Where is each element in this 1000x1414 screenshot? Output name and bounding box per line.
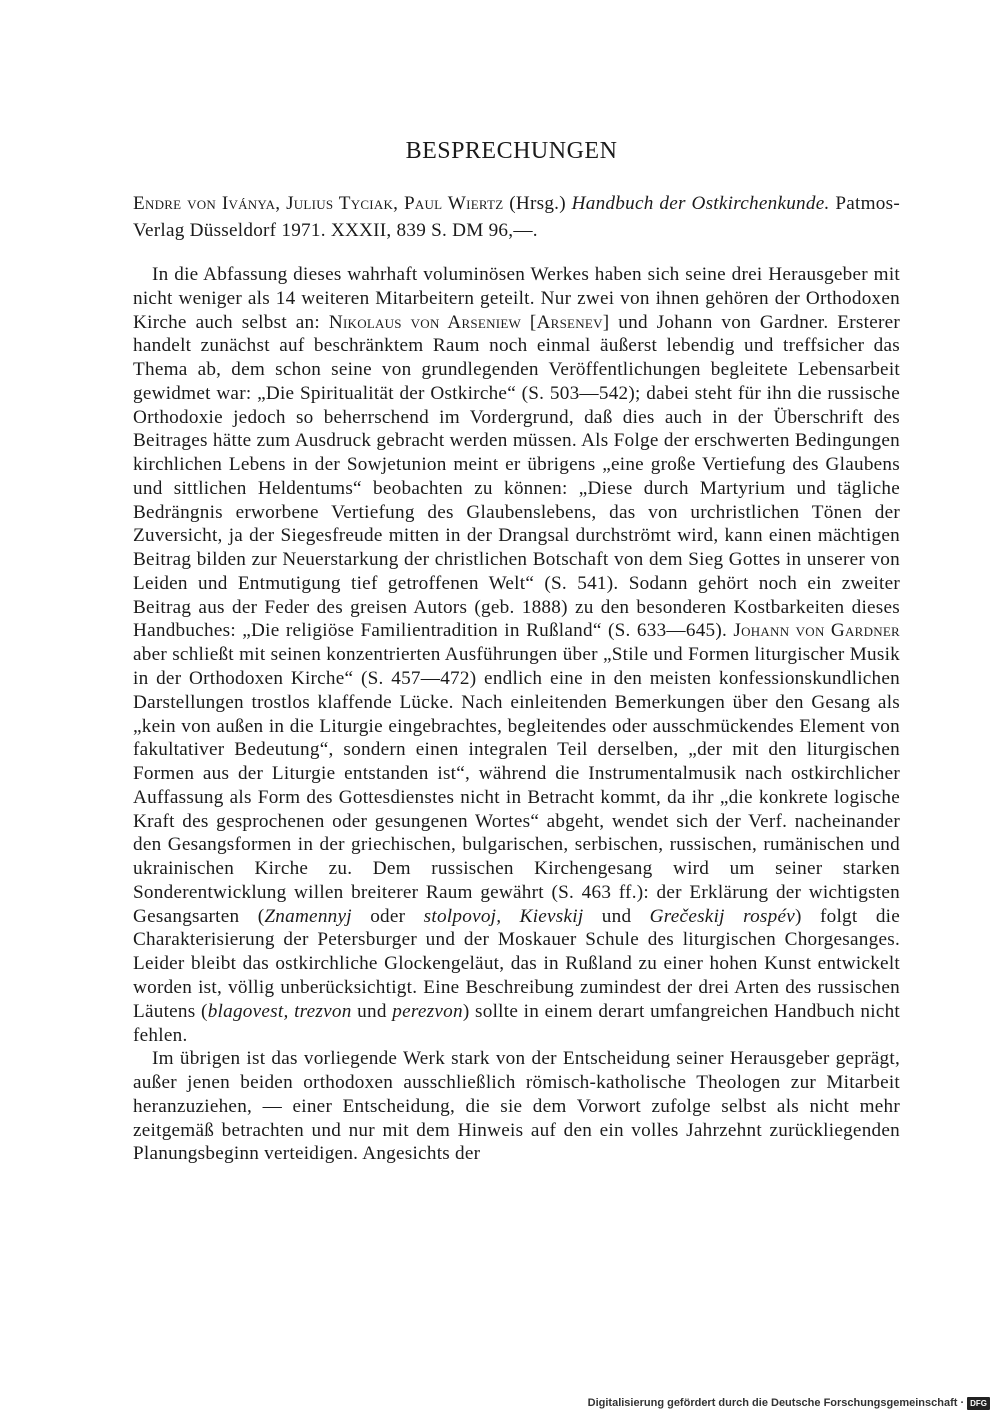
separator-dot: · <box>960 1397 965 1409</box>
italic-term: Grečeskij rospév <box>649 905 796 927</box>
digitization-footer <box>588 1394 990 1412</box>
book-title: Handbuch der Ostkirchenkunde. <box>571 193 830 214</box>
italic-term: blagovest, trezvon <box>207 1000 352 1022</box>
text-run: und <box>351 1000 393 1022</box>
text-run: In die Abfassung dieses wahrhaft voluminösen Werkes haben sich seine drei Herausgeber mit nicht weniger als 14 weiteren Mitarbeitern geteilt. Nur zwei von ihnen gehören der Orthodoxen Kirche auch selbst an: <box>133 264 900 333</box>
italic-term: perezvon <box>392 1000 463 1022</box>
text-run: ) folgt die Charakterisierung der Petersburger und der Moskauer Schule des liturgischen Chorgesanges. Leider bleibt das ostkirchliche Glockengeläut, das in Rußland zu einer hohen Kunst entwickelt worden ist, völlig unberücksichtigt. Eine Beschreibung zumindest der drei Arten des russischen Läutens ( <box>133 905 901 1022</box>
footer-credit: Digitalisierung gefördert durch die Deutsche Forschungsgemeinschaft <box>587 1397 958 1409</box>
editors-note: (Hrsg.) <box>509 193 566 214</box>
author-name: Endre von Iványa, <box>133 193 281 214</box>
bibliographic-citation <box>133 191 900 244</box>
person-name: Nikolaus von Arseniew [Arsenev] <box>328 311 610 333</box>
review-body <box>133 263 900 1166</box>
person-name: Johann von Gardner <box>733 620 900 642</box>
text-run: aber schließt mit seinen konzentrierten Ausführungen über „Stile und Formen liturgischer Musik in der Orthodoxen Kirche“ (S. 457—472) endlich eine in den meisten konfessionskundlichen Darstellungen trostlos klaffende Lücke. Nach einleitenden Bemerkungen über den Gesang als „kein von außen in die Liturgie eingebrachtes, begleitendes oder ausschmückendes Element von fakultativer Bedeutung“, sondern einen integralen Teil derselben, „der mit den liturgischen Formen aus der Liturgie entstanden ist“, während die Instrumentalmusik nach ostkirchlicher Auffassung als Form des Gottesdienstes nicht in Betracht kommt, da ihr „die konkrete logische Kraft des gesprochenen oder gesungenen Wortes“ abgeht, wendet sich der Verf. nacheinander den Gesangsformen in der griechischen, bulgarischen, serbischen, russischen, rumänischen und ukrainischen Kirche zu. Dem russischen Kirchengesang wird um seiner starken Sonderentwicklung willen breiterer Raum gewährt (S. 463 ff.): der Erklärung der wichtigsten Gesangsarten ( <box>133 644 900 927</box>
paragraph: Im übrigen ist das vorliegende Werk stark von der Entscheidung seiner Herausgeber geprägt, außer jenen beiden orthodoxen ausschließlich römisch-katholische Theologen zur Mitarbeit heranzuziehen, — einer Entscheidung, die sie dem Vorwort zufolge selbst als nicht mehr zeitgemäß betrachten und nur mit dem Hinweis auf den ein volles Jahrzehnt zurückliegenden Planungsbeginn verteidigen. Angesichts der <box>133 1048 900 1165</box>
paragraph <box>133 263 900 1047</box>
dfg-logo-icon: DFG <box>967 1397 990 1410</box>
text-run: oder <box>351 905 424 927</box>
publication-info: Patmos-Verlag Düsseldorf 1971. XXXII, 839 S. DM 96,—. <box>133 193 900 241</box>
author-name: Paul Wiertz <box>403 193 504 214</box>
text-run: und Johann von Gardner. Ersterer handelt zunächst auf beschränktem Raum noch einmal äußerst lebendig und treffsicher das Thema ab, dem schon seine von grundlegenden Veröffentlichungen begleitete Lebensarbeit gewidmet war: „Die Spiritualität der Ostkirche“ (S. 503—542); dabei steht für ihn die russische Orthodoxie jedoch so beherrschend im Vordergrund, daß dies auch in der Überschrift des Beitrages hätte zum Ausdruck gebracht werden müssen. Als Folge der erschwerten Bedingungen kirchlichen Lebens in der Sowjetunion meint er übrigens „eine große Vertiefung des Glaubens und sittlichen Heldentums“ beobachten zu können: „Diese durch Martyrium und tägliche Bedrängnis erworbene Vertiefung des Glaubenslebens, das von urchristlichen Tönen der Zuversicht, ja der Siegesfreude mitten in der Drangsal durchströmt wird, kann einen mächtigen Beitrag bilden zur Neuerstarkung der christlichen Botschaft von dem Sieg Gottes in unserer von Leiden und Entmutigung tief getroffenen Welt“ (S. 541). Sodann gehört noch ein zweiter Beitrag aus der Feder des greisen Autors (geb. 1888) zu den besonderen Kostbarkeiten dieses Handbuches: „Die religiöse Familientradition in Rußland“ (S. 633—645). <box>133 311 901 642</box>
italic-term: Znamennyj <box>264 905 352 927</box>
page-heading: BESPRECHUNGEN <box>405 138 618 165</box>
text-run: und <box>583 905 650 927</box>
author-name: Julius Tyciak, <box>286 193 399 214</box>
italic-term: stolpovoj, Kievskij <box>423 905 584 927</box>
text-run: ) sollte in einem derart umfangreichen Handbuch nicht fehlen. <box>133 1000 901 1046</box>
